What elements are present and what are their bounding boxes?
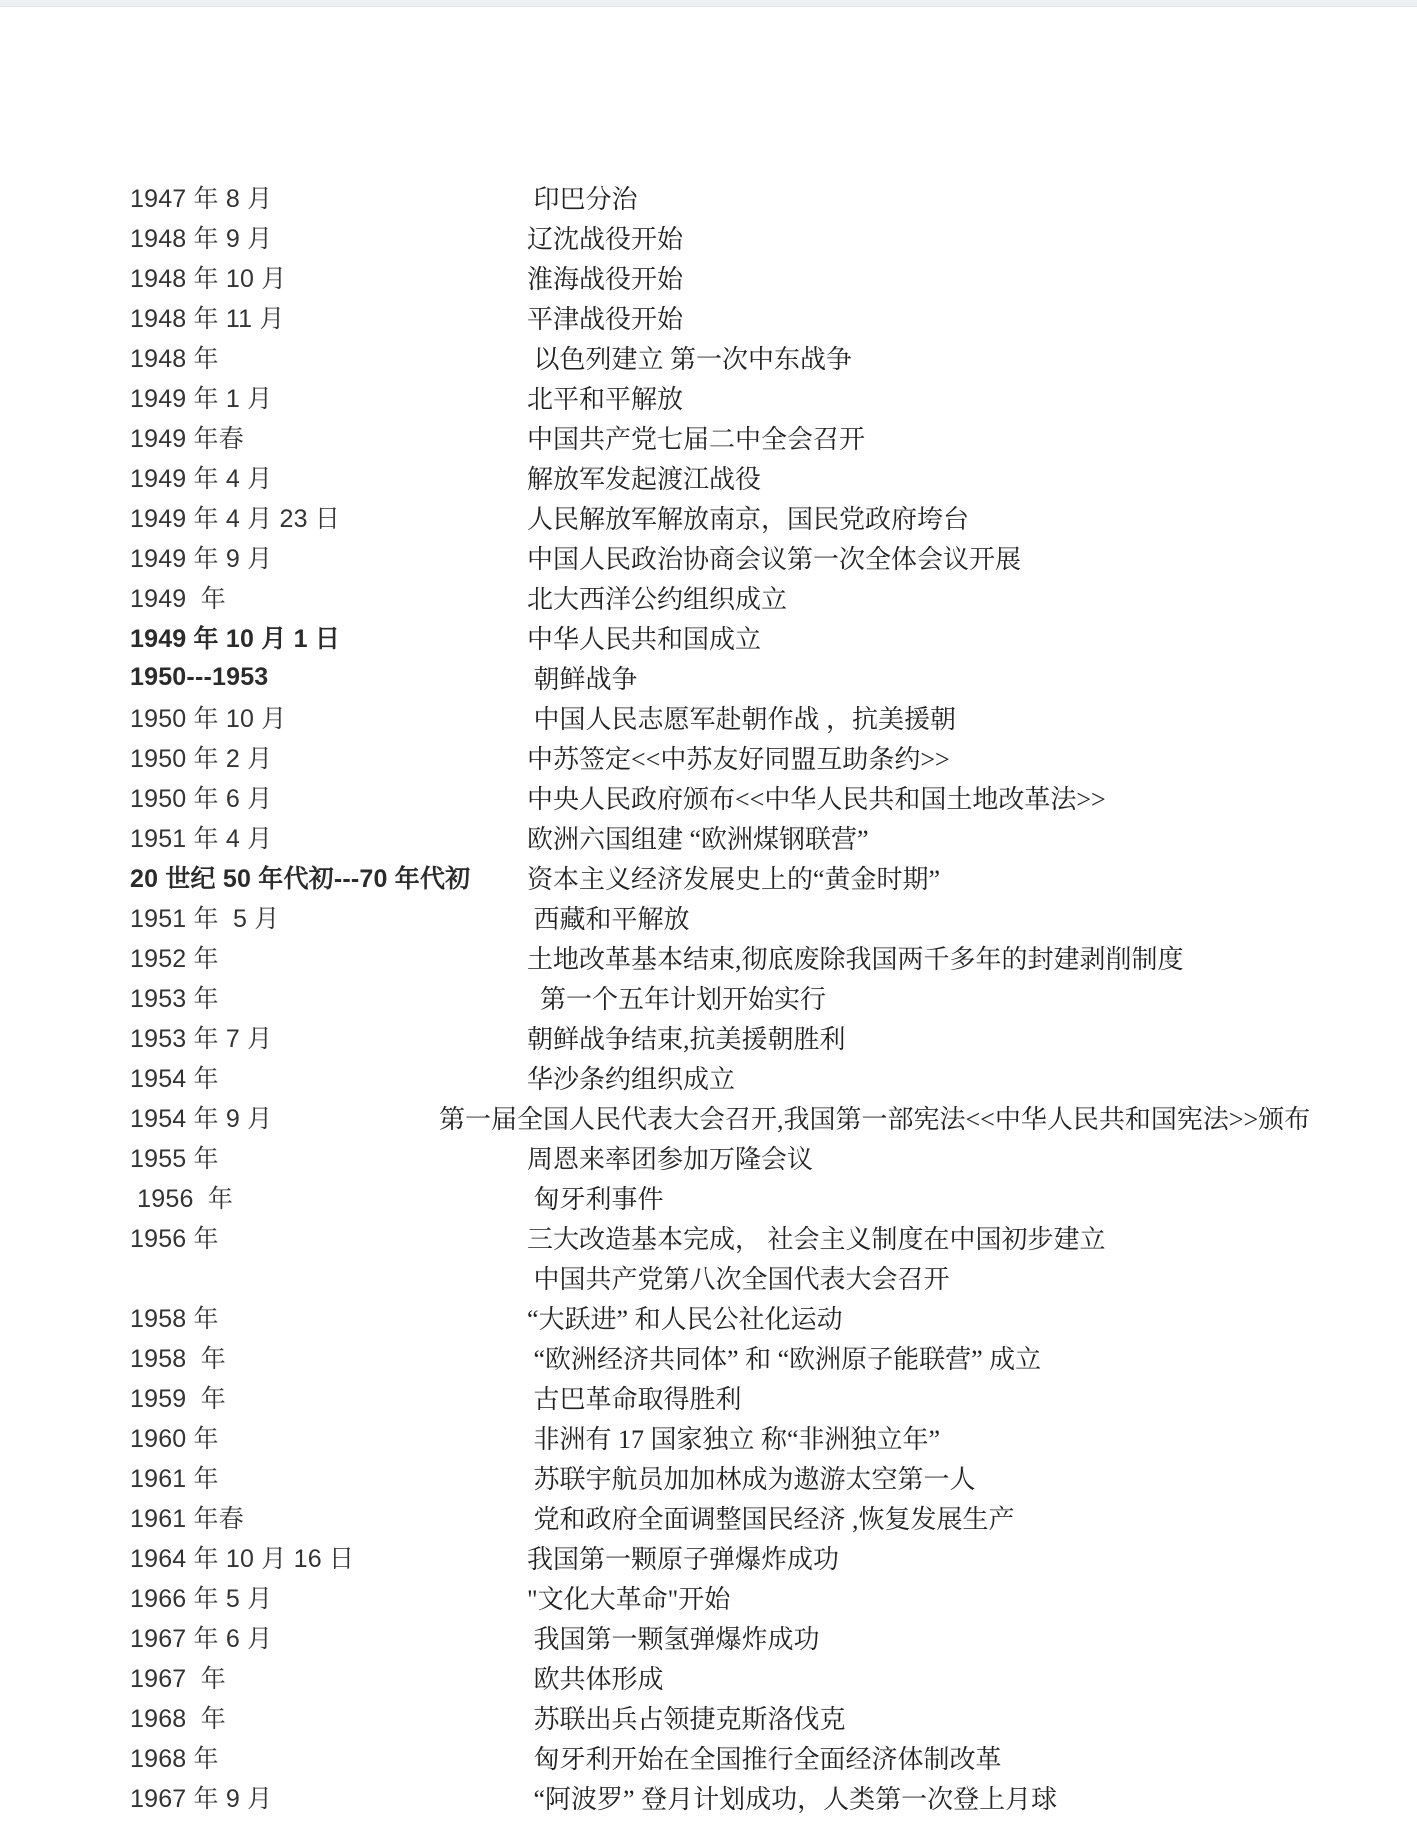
timeline-row [0,657,1417,697]
timeline-row [0,1097,1417,1137]
event-date: 1954 年 9 月 [130,1105,273,1133]
event-date: 1949 年 9 月 [130,545,273,573]
event-text: 欧洲六国组建 “欧洲煤钢联营” [527,824,869,854]
event-text: 匈牙利事件 [527,1184,664,1214]
event-date: 1950 年 10 月 [130,705,287,733]
timeline-row [0,977,1417,1017]
timeline-row [0,737,1417,777]
timeline-row [0,937,1417,977]
event-date: 1949 年 1 月 [130,385,273,413]
event-date: 1958 年 [130,1345,226,1373]
timeline-row [0,1017,1417,1057]
event-text: 朝鲜战争 [527,664,638,694]
event-text: 北大西洋公约组织成立 [527,584,788,614]
event-date: 1950---1953 [130,662,269,691]
event-text: 三大改造基本完成， 社会主义制度在中国初步建立 [527,1224,1106,1254]
event-date: 1952 年 [130,945,219,973]
event-text: 中国共产党七届二中全会召开 [527,424,866,454]
timeline-row [0,817,1417,857]
event-text: 朝鲜战争结束,抗美援朝胜利 [527,1024,846,1054]
timeline-row [0,1377,1417,1417]
event-text: 中华人民共和国成立 [527,624,762,654]
timeline-row [0,1297,1417,1337]
timeline-row [0,857,1417,897]
event-text: “欧洲经济共同体” 和 “欧洲原子能联营” 成立 [527,1344,1042,1374]
event-text: 人民解放军解放南京，国民党政府垮台 [527,504,970,534]
event-text: 土地改革基本结束,彻底废除我国两千多年的封建剥削制度 [527,944,1184,974]
timeline-row [0,1177,1417,1217]
timeline-row [0,1777,1417,1817]
event-date: 1960 年 [130,1425,219,1453]
timeline-row [0,1497,1417,1537]
event-date: 1950 年 2 月 [130,745,273,773]
timeline-row [0,1737,1417,1777]
event-date: 1961 年 [130,1465,219,1493]
event-text: 党和政府全面调整国民经济 ,恢复发展生产 [527,1504,1015,1534]
event-text: "文化大革命"开始 [527,1584,731,1614]
event-date: 1949 年 [130,585,226,613]
event-text: 辽沈战役开始 [527,224,684,254]
timeline-row [0,1217,1417,1257]
window-top-edge [0,0,1417,7]
timeline-row [0,1057,1417,1097]
event-date: 20 世纪 50 年代初---70 年代初 [130,865,471,893]
event-text: 我国第一颗氢弹爆炸成功 [527,1624,820,1654]
event-date: 1951 年 4 月 [130,825,273,853]
event-date: 1967 年 9 月 [130,1785,273,1813]
event-date: 1956 年 [130,1185,234,1213]
timeline-row [0,337,1417,377]
timeline-row [0,1617,1417,1657]
timeline-row [0,1537,1417,1577]
timeline-row [0,417,1417,457]
event-text: 中苏签定<<中苏友好同盟互助条约>> [527,744,950,774]
event-date: 1953 年 7 月 [130,1025,273,1053]
timeline-row [0,617,1417,657]
timeline-row [0,1337,1417,1377]
event-text: “阿波罗” 登月计划成功，人类第一次登上月球 [527,1784,1058,1814]
timeline-row [0,537,1417,577]
timeline-row [0,777,1417,817]
event-date: 1968 年 [130,1705,226,1733]
event-text: 苏联宇航员加加林成为遨游太空第一人 [527,1464,976,1494]
event-date: 1955 年 [130,1145,219,1173]
event-text: 中国人民志愿军赴朝作战 ，抗美援朝 [527,704,957,734]
event-text: 古巴革命取得胜利 [527,1384,742,1414]
timeline-row [0,1577,1417,1617]
event-date: 1959 年 [130,1385,226,1413]
timeline-row [0,457,1417,497]
timeline-row [0,1657,1417,1697]
event-text: 中央人民政府颁布<<中华人民共和国土地改革法>> [527,784,1106,814]
timeline-list [0,177,1417,1817]
event-date: 1949 年 4 月 23 日 [130,505,341,533]
timeline-row [0,217,1417,257]
event-text: “大跃进” 和人民公社化运动 [527,1304,843,1334]
event-text: 以色列建立 第一次中东战争 [527,344,853,374]
event-date: 1950 年 6 月 [130,785,273,813]
event-date: 1947 年 8 月 [130,185,273,213]
event-text: 北平和平解放 [527,384,684,414]
event-text: 周恩来率团参加万隆会议 [527,1144,814,1174]
event-text: 中国共产党第八次全国代表大会召开 [527,1264,950,1294]
event-text: 淮海战役开始 [527,264,684,294]
event-date: 1956 年 [130,1225,219,1253]
event-text: 西藏和平解放 [527,904,690,934]
timeline-row [0,897,1417,937]
event-date: 1949 年 4 月 [130,465,273,493]
event-date: 1954 年 [130,1065,219,1093]
event-text: 非洲有 17 国家独立 称“非洲独立年” [527,1424,941,1454]
event-date: 1948 年 [130,345,219,373]
event-text: 资本主义经济发展史上的“黄金时期” [527,864,941,894]
timeline-row [0,1137,1417,1177]
event-date: 1967 年 6 月 [130,1625,273,1653]
event-text: 第一个五年计划开始实行 [527,984,827,1014]
event-date: 1961 年春 [130,1505,244,1533]
event-date: 1966 年 5 月 [130,1585,273,1613]
event-text: 印巴分治 [527,184,638,214]
timeline-row [0,377,1417,417]
event-date: 1964 年 10 月 16 日 [130,1545,355,1573]
event-date: 1968 年 [130,1745,219,1773]
event-date: 1949 年春 [130,425,244,453]
event-date: 1953 年 [130,985,219,1013]
event-text: 第一届全国人民代表大会召开,我国第一部宪法<<中华人民共和国宪法>>颁布 [439,1104,1311,1134]
event-text: 我国第一颗原子弹爆炸成功 [527,1544,840,1574]
event-text: 华沙条约组织成立 [527,1064,736,1094]
timeline-row [0,1697,1417,1737]
event-text: 解放军发起渡江战役 [527,464,762,494]
event-date: 1967 年 [130,1665,226,1693]
timeline-row [0,1457,1417,1497]
event-date: 1951 年 5 月 [130,905,280,933]
event-date: 1948 年 11 月 [130,305,285,333]
event-text: 中国人民政治协商会议第一次全体会议开展 [527,544,1022,574]
event-date: 1948 年 9 月 [130,225,273,253]
timeline-row [0,577,1417,617]
event-date: 1958 年 [130,1305,219,1333]
event-text: 匈牙利开始在全国推行全面经济体制改革 [527,1744,1002,1774]
event-text: 平津战役开始 [527,304,684,334]
timeline-row [0,497,1417,537]
timeline-row [0,1257,1417,1297]
timeline-row [0,177,1417,217]
event-date: 1948 年 10 月 [130,265,287,293]
timeline-row [0,697,1417,737]
timeline-row [0,257,1417,297]
event-date: 1949 年 10 月 1 日 [130,625,341,653]
timeline-row [0,1417,1417,1457]
event-text: 苏联出兵占领捷克斯洛伐克 [527,1704,846,1734]
timeline-row [0,297,1417,337]
event-text: 欧共体形成 [527,1664,664,1694]
